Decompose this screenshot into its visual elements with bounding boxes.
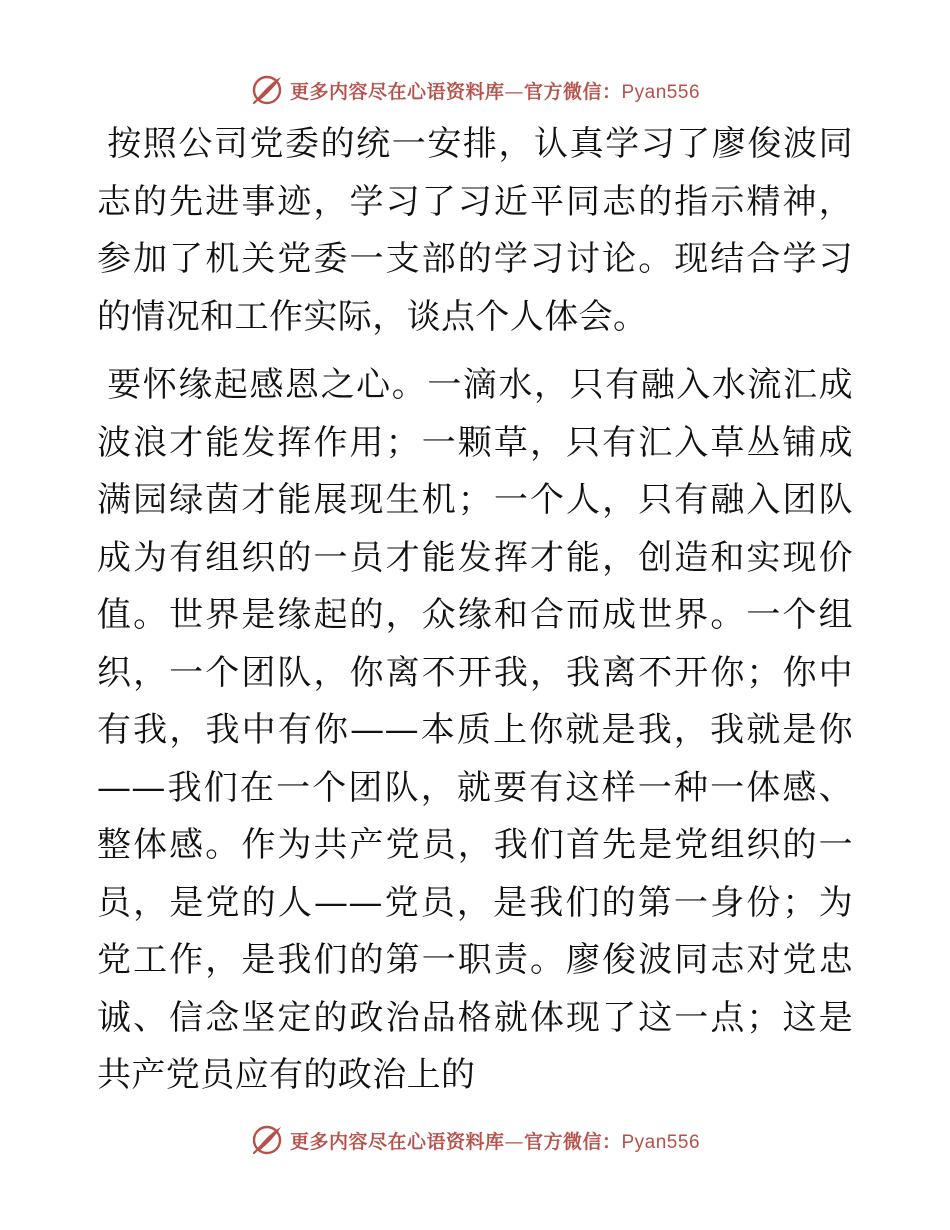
header-watermark-banner	[0, 70, 950, 110]
footer-banner-dash: —	[504, 1130, 524, 1153]
red-quill-logo-icon	[250, 1123, 284, 1157]
footer-banner-main: 更多内容尽在心语资料库	[289, 1130, 505, 1153]
footer-banner-wechat-label: 官方微信：	[523, 1130, 622, 1153]
header-banner-dash: —	[504, 80, 524, 103]
paragraph-2: 要怀缘起感恩之心。一滴水，只有融入水流汇成波浪才能发挥作用；一颗草，只有汇入草丛铺成满园绿茵才能展现生机；一个人，只有融入团队成为有组织的一员才能发挥才能，创造和实现价值。世界是缘起的，众缘和合而成世界。一个组织，一个团队，你离不开我，我离不开你；你中有我，我中有你——本质上你就是我，我就是你——我们在一个团队，就要有这样一种一体感、整体感。作为共产党员，我们首先是党组织的一员，是党的人——党员，是我们的第一身份；为党工作，是我们的第一职责。廖俊波同志对党忠诚、信念坚定的政治品格就体现了这一点；这是共产党员应有的政治上的	[97, 365, 853, 1095]
document-body	[97, 116, 853, 1105]
header-banner-wechat-id: Pyan556	[621, 81, 701, 103]
paragraph-1: 按照公司党委的统一安排，认真学习了廖俊波同志的先进事迹，学习了习近平同志的指示精神，参加了机关党委一支部的学习讨论。现结合学习的情况和工作实际，谈点个人体会。	[97, 124, 853, 337]
footer-watermark-text	[290, 1127, 700, 1154]
header-banner-main: 更多内容尽在心语资料库	[289, 80, 505, 103]
header-watermark-text	[290, 77, 700, 104]
footer-banner-wechat-id: Pyan556	[621, 1131, 701, 1153]
footer-watermark-banner	[0, 1120, 950, 1160]
red-quill-logo-icon	[250, 73, 284, 107]
header-banner-wechat-label: 官方微信：	[523, 80, 622, 103]
